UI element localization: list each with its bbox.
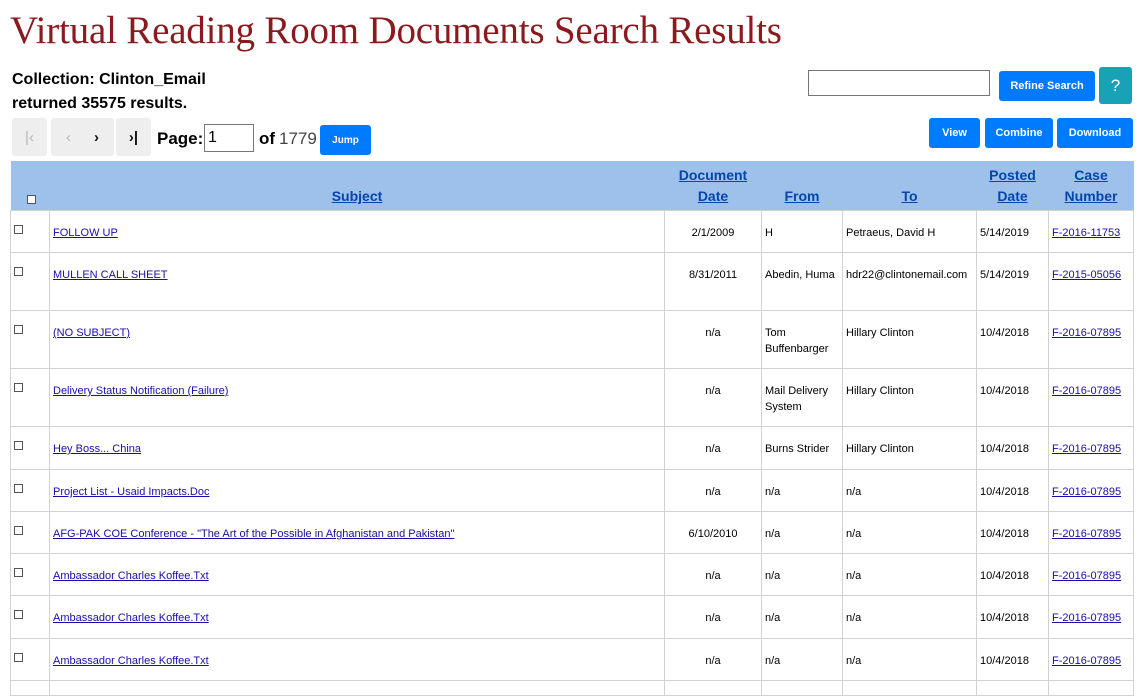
to-cell: Hillary Clinton <box>843 427 977 470</box>
row-checkbox[interactable] <box>14 568 23 577</box>
from-cell: n/a <box>762 512 843 554</box>
view-button[interactable]: View <box>929 118 980 148</box>
to-cell: Petraeus, David H <box>843 211 977 253</box>
from-cell: Mail Delivery System <box>762 369 843 427</box>
next-page-button[interactable]: › <box>79 118 114 156</box>
posted-date: 10/4/2018 <box>977 470 1049 512</box>
table-row <box>11 427 1134 470</box>
table-header-row <box>11 161 1134 211</box>
subject-link[interactable]: (NO SUBJECT) <box>53 327 130 339</box>
table-row <box>11 470 1134 512</box>
to-cell: n/a <box>843 596 977 639</box>
page-label: Page: <box>157 129 204 148</box>
case-number-link[interactable]: F-2016-07895 <box>1052 327 1122 339</box>
sort-posted-date-link[interactable]: Posted Date <box>989 167 1036 204</box>
document-date: n/a <box>665 369 762 427</box>
sort-case-number-link[interactable]: Case Number <box>1064 167 1118 204</box>
to-header <box>843 161 977 211</box>
from-cell: H <box>762 211 843 253</box>
row-checkbox[interactable] <box>14 383 23 392</box>
document-date: n/a <box>665 554 762 596</box>
results-table <box>10 161 1134 696</box>
table-row <box>11 554 1134 596</box>
table-row <box>11 311 1134 369</box>
subject-link[interactable]: Ambassador Charles Koffee.Txt <box>53 570 209 582</box>
last-page-button[interactable]: ›| <box>116 118 151 156</box>
combine-button[interactable]: Combine <box>985 118 1053 148</box>
result-count: returned 35575 results. <box>12 95 188 112</box>
case-number-link[interactable]: F-2016-07895 <box>1052 570 1122 582</box>
posted-date: 10/4/2018 <box>977 596 1049 639</box>
from-cell: Burns Strider <box>762 427 843 470</box>
posted-date-header <box>977 161 1049 211</box>
to-cell: n/a <box>843 470 977 512</box>
document-date: 8/31/2011 <box>665 253 762 311</box>
subject-link[interactable]: Ambassador Charles Koffee.Txt <box>53 655 209 667</box>
help-button[interactable]: ? <box>1099 67 1132 104</box>
case-number-link[interactable]: F-2016-07895 <box>1052 612 1122 624</box>
select-all-checkbox[interactable] <box>27 195 36 204</box>
download-button[interactable]: Download <box>1057 118 1133 148</box>
subject-link[interactable]: Delivery Status Notification (Failure) <box>53 385 229 397</box>
from-cell: Tom Buffenbarger <box>762 311 843 369</box>
case-number-header <box>1049 161 1134 211</box>
document-date: n/a <box>665 427 762 470</box>
posted-date: 10/4/2018 <box>977 311 1049 369</box>
table-row <box>11 639 1134 681</box>
table-row <box>11 512 1134 554</box>
posted-date: 5/14/2019 <box>977 211 1049 253</box>
select-all-header <box>11 161 50 211</box>
from-cell: n/a <box>762 639 843 681</box>
posted-date: 10/4/2018 <box>977 554 1049 596</box>
table-row <box>11 211 1134 253</box>
subject-header <box>50 161 665 211</box>
row-checkbox[interactable] <box>14 325 23 334</box>
from-cell: Abedin, Huma <box>762 253 843 311</box>
sort-to-link[interactable]: To <box>901 188 918 204</box>
table-row <box>11 369 1134 427</box>
table-row <box>11 253 1134 311</box>
row-checkbox[interactable] <box>14 484 23 493</box>
sort-document-date-link[interactable]: Document Date <box>678 167 748 204</box>
subject-link[interactable]: MULLEN CALL SHEET <box>53 269 168 281</box>
case-number-link[interactable]: F-2015-05056 <box>1052 269 1122 281</box>
to-cell: Hillary Clinton <box>843 311 977 369</box>
sort-subject-link[interactable]: Subject <box>331 188 383 204</box>
row-checkbox[interactable] <box>14 653 23 662</box>
table-row <box>11 596 1134 639</box>
row-checkbox[interactable] <box>14 526 23 535</box>
subject-link[interactable]: Project List - Usaid Impacts.Doc <box>53 486 210 498</box>
page-title: Virtual Reading Room Documents Search Results <box>10 9 782 52</box>
posted-date: 5/14/2019 <box>977 253 1049 311</box>
jump-button[interactable]: Jump <box>320 125 371 155</box>
sort-from-link[interactable]: From <box>784 188 820 204</box>
document-date-header <box>665 161 762 211</box>
subject-link[interactable]: AFG-PAK COE Conference - "The Art of the Possible in Afghanistan and Pakistan" <box>53 528 455 540</box>
first-page-button[interactable]: |‹ <box>12 118 47 156</box>
to-cell: Hillary Clinton <box>843 369 977 427</box>
case-number-link[interactable]: F-2016-07895 <box>1052 385 1122 397</box>
row-checkbox[interactable] <box>14 610 23 619</box>
to-cell: n/a <box>843 512 977 554</box>
from-cell: n/a <box>762 470 843 512</box>
row-checkbox[interactable] <box>14 441 23 450</box>
document-date: 6/10/2010 <box>665 512 762 554</box>
case-number-link[interactable]: F-2016-11753 <box>1052 227 1121 239</box>
from-cell: n/a <box>762 554 843 596</box>
case-number-link[interactable]: F-2016-07895 <box>1052 655 1122 667</box>
document-date: n/a <box>665 639 762 681</box>
refine-search-input[interactable] <box>808 70 990 96</box>
case-number-link[interactable]: F-2016-07895 <box>1052 443 1122 455</box>
to-cell: n/a <box>843 639 977 681</box>
row-checkbox[interactable] <box>14 225 23 234</box>
case-number-link[interactable]: F-2016-07895 <box>1052 528 1122 540</box>
of-label: of <box>259 129 276 148</box>
from-header <box>762 161 843 211</box>
from-cell: n/a <box>762 596 843 639</box>
document-date: n/a <box>665 311 762 369</box>
total-pages: 1779 <box>279 129 317 148</box>
document-date: n/a <box>665 596 762 639</box>
prev-page-button[interactable]: ‹ <box>51 118 86 156</box>
document-date: n/a <box>665 470 762 512</box>
posted-date: 10/4/2018 <box>977 512 1049 554</box>
refine-search-button[interactable]: Refine Search <box>999 71 1095 101</box>
document-date: 2/1/2009 <box>665 211 762 253</box>
subject-link[interactable]: Hey Boss... China <box>53 443 142 455</box>
subject-link[interactable]: Ambassador Charles Koffee.Txt <box>53 612 209 624</box>
subject-link[interactable]: FOLLOW UP <box>53 227 118 239</box>
collection-label: Collection: Clinton_Email <box>12 71 206 88</box>
row-checkbox[interactable] <box>14 267 23 276</box>
posted-date: 10/4/2018 <box>977 639 1049 681</box>
posted-date: 10/4/2018 <box>977 369 1049 427</box>
posted-date: 10/4/2018 <box>977 427 1049 470</box>
table-row <box>11 681 1134 696</box>
to-cell: n/a <box>843 554 977 596</box>
page-number-input[interactable] <box>204 124 254 152</box>
case-number-link[interactable]: F-2016-07895 <box>1052 486 1122 498</box>
to-cell: hdr22@clintonemail.com <box>843 253 977 311</box>
